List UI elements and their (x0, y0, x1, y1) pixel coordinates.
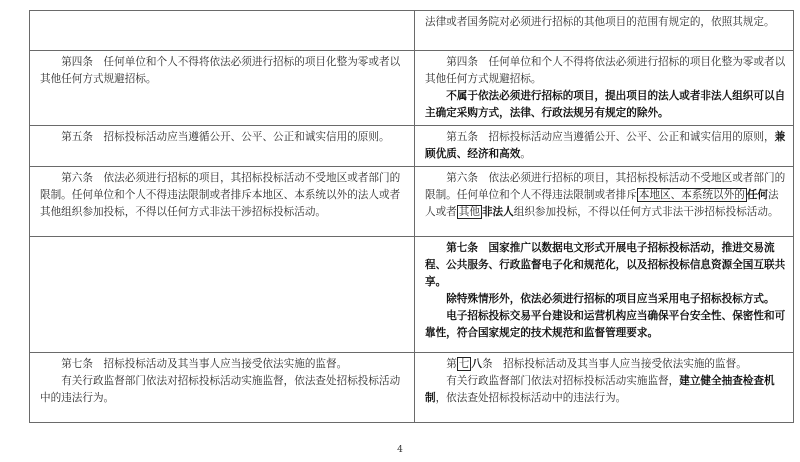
revised-text-cell (415, 11, 794, 51)
article-paragraph (40, 54, 410, 88)
table-row (30, 126, 794, 167)
article-paragraph (40, 373, 410, 407)
original-text-cell (30, 51, 415, 126)
table-row (30, 237, 794, 353)
table-row (30, 11, 794, 51)
comparison-table (29, 10, 794, 423)
table-row (30, 51, 794, 126)
added-text: 不属于依法必须进行招标的项目，提出项目的法人或者非法人组织可以自主确定采购方式，法律、行政法规另有规定的除外。 (425, 90, 786, 119)
paragraph-text: 第七条 招标投标活动及其当事人应当接受依法实施的监督。 (61, 358, 348, 370)
paragraph-text: 第五条 招标投标活动应当遵循公开、公平、公正和诚实信用的原则。 (61, 131, 390, 143)
paragraph-text: 第六条 依法必须进行招标的项目，其招标投标活动不受地区或者部门的限制。任何单位和个人不得违法限制或者排斥 (425, 172, 786, 201)
page-number: 4 (397, 445, 403, 455)
paragraph-text: 第 (446, 358, 457, 370)
article-paragraph (425, 308, 789, 342)
paragraph-text: 法人或者 (425, 189, 779, 218)
original-text-cell (30, 126, 415, 167)
table-row (30, 167, 794, 237)
original-text-cell (30, 237, 415, 353)
article-paragraph (425, 240, 789, 291)
original-text-cell (30, 167, 415, 237)
added-text: 第七条 国家推广以数据电文形式开展电子招标投标活动，推进交易流程、公共服务、行政监督电子化和规范化，以及招标投标信息资源全国互联共享。 (425, 242, 786, 288)
paragraph-text: 。 (520, 148, 531, 160)
added-text: 建立健全抽查检查机制 (425, 375, 775, 404)
revised-text-cell (415, 167, 794, 237)
article-paragraph (425, 129, 789, 163)
paragraph-text: 第四条 任何单位和个人不得将依法必须进行招标的项目化整为零或者以其他任何方式规避招标。 (425, 56, 786, 85)
revised-text-cell (415, 126, 794, 167)
revised-text-cell (415, 51, 794, 126)
article-paragraph (40, 170, 410, 221)
added-text: 八 (471, 358, 482, 370)
deleted-text-marker: 七 (458, 358, 470, 370)
revised-text-cell (415, 237, 794, 353)
article-paragraph (40, 356, 410, 373)
added-text: 非法人 (481, 206, 514, 218)
added-text: 任何 (746, 189, 768, 201)
article-paragraph (425, 373, 789, 407)
paragraph-text: ，依法查处招标投标活动中的违法行为。 (435, 392, 627, 404)
article-paragraph (425, 356, 789, 373)
original-text-cell (30, 11, 415, 51)
paragraph-text: 第五条 招标投标活动应当遵循公开、公平、公正和诚实信用的原则， (446, 131, 775, 143)
paragraph-text: 法律或者国务院对必须进行招标的其他项目的范围有规定的，依照其规定。 (425, 16, 775, 28)
paragraph-text: 有关行政监督部门依法对招标投标活动实施监督， (446, 375, 680, 387)
added-text: 兼顾优质、经济和高效 (425, 131, 786, 160)
added-text: 电子招标投标交易平台建设和运营机构应当确保平台安全性、保密性和可靠性，符合国家规定的技术规范和监督管理要求。 (425, 310, 786, 339)
article-paragraph (425, 88, 789, 122)
added-text: 除特殊情形外，依法必须进行招标的项目应当采用电子招标投标方式。 (446, 293, 775, 305)
revised-text-cell (415, 353, 794, 423)
article-paragraph (425, 170, 789, 221)
article-paragraph (425, 54, 789, 88)
table-row (30, 353, 794, 423)
article-paragraph (425, 14, 789, 31)
paragraph-text: 第六条 依法必须进行招标的项目，其招标投标活动不受地区或者部门的限制。任何单位和个人不得违法限制或者排斥本地区、本系统以外的法人或者其他组织参加投标，不得以任何方式非法干涉招标投标活动。 (40, 172, 401, 218)
paragraph-text: 第四条 任何单位和个人不得将依法必须进行招标的项目化整为零或者以其他任何方式规避招标。 (40, 56, 401, 85)
deleted-text-marker: 其他 (458, 206, 480, 218)
paragraph-text: 有关行政监督部门依法对招标投标活动实施监督，依法查处招标投标活动中的违法行为。 (40, 375, 401, 404)
deleted-text-marker: 本地区、本系统以外的 (638, 189, 745, 201)
paragraph-text: 组织参加投标，不得以任何方式非法干涉招标投标活动。 (513, 206, 779, 218)
original-text-cell (30, 353, 415, 423)
article-paragraph (425, 291, 789, 308)
paragraph-text: 条 招标投标活动及其当事人应当接受依法实施的监督。 (481, 358, 747, 370)
article-paragraph (40, 129, 410, 146)
